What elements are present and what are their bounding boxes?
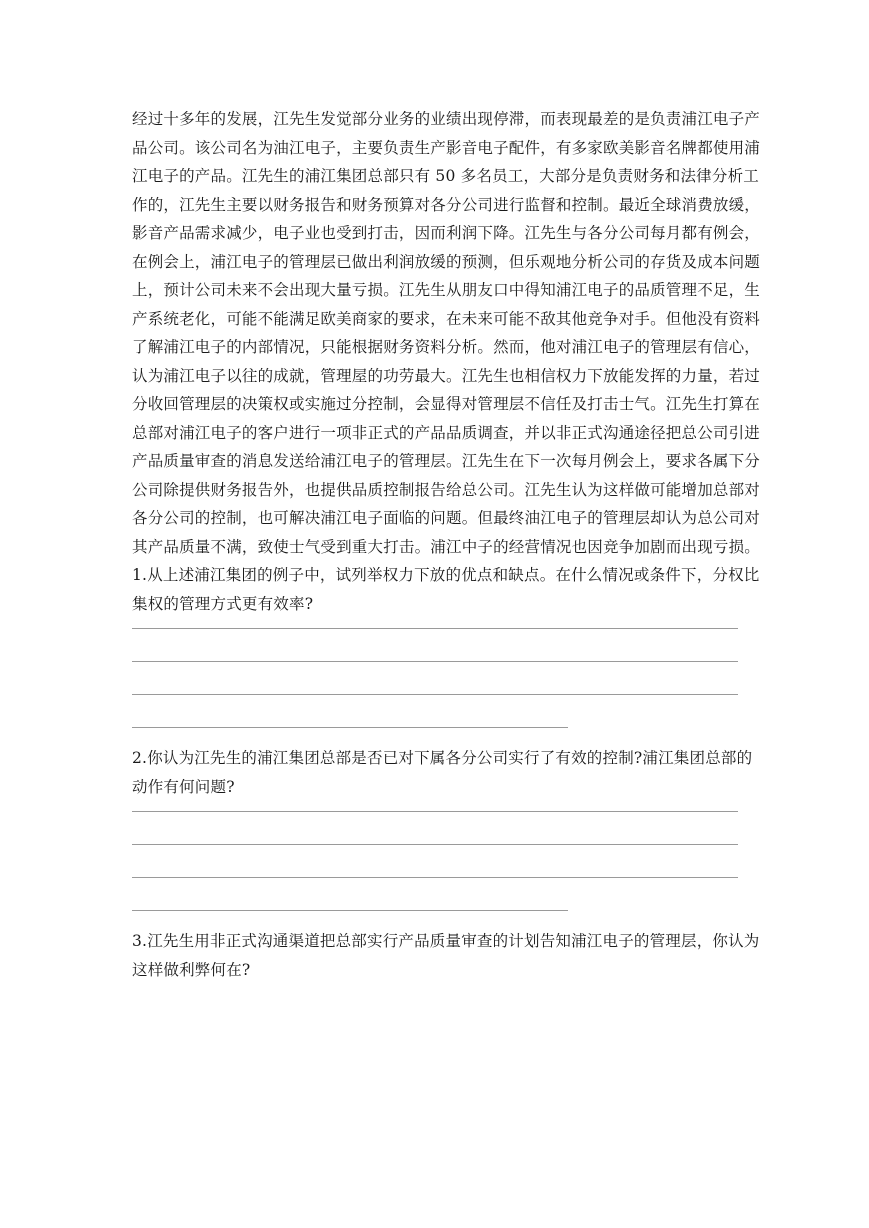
passage-line: 公司除提供财务报告外，也提供品质控制报告给总公司。江先生认为这样做可能增加总部对: [132, 480, 761, 499]
passage-line: 分收回管理层的决策权或实施过分控制，会显得对管理层不信任及打击士气。江先生打算在: [132, 395, 761, 413]
passage-line: 总部对浦江电子的客户进行一项非正式的产品品质调查，并以非正式沟通途径把总公司引进: [132, 423, 761, 442]
passage-line: 认为浦江电子以往的成就，管理屋的功劳最大。江先生也相信权力下放能发挥的力量，若过: [132, 366, 761, 385]
passage-line: 产品质量审查的消息发送给浦江电子的管理层。江先生在下一次每月例会上，要求各属下分: [132, 452, 761, 470]
answer-line: [132, 661, 738, 662]
question-1: [132, 561, 760, 618]
answer-line: [132, 628, 738, 629]
passage-line: 品公司。该公司名为油江电子，主要负责生产影音电子配件，有多家欧美影音名牌都使用浦: [132, 138, 761, 157]
passage-line: 在例会上，浦江电子的管理层已做出利润放缓的预测，但乐观地分析公司的存货及成本问题: [132, 252, 761, 271]
document-page: [132, 105, 761, 984]
passage-line: 各分公司的控制，也可解决浦江电子面临的问题。但最终油江电子的管理层却认为总公司对: [132, 509, 761, 527]
passage-line: 影音产品需求减少，电子业也受到打击，因而利润下降。江先生与各分公司每月都有例会，: [132, 224, 761, 242]
answer-line: [132, 694, 738, 695]
answer-line: [132, 877, 738, 878]
question-1-line: 集权的管理方式更有效率?: [132, 594, 314, 613]
question-3-line: 这样做利弊何在?: [132, 960, 251, 979]
passage-line: 其产品质量不满，致使士气受到重大打击。浦江中子的经营情况也因竞争加剧而出现亏损。: [132, 537, 761, 556]
answer-area-1[interactable]: [132, 628, 738, 728]
passage-line: 作的，江先生主要以财务报告和财务预算对各分公司进行监督和控制。最近全球消费放缓，: [132, 195, 761, 214]
passage-line: 经过十多年的发展，江先生发觉部分业务的业绩出现停滞，而表现最差的是负责浦江电子产: [132, 110, 761, 128]
passage-line: 了解浦江电子的内部情况，只能根据财务资料分析。然而，他对浦江电子的管理层有信心，: [132, 338, 761, 356]
passage-line: 上，预计公司未来不会出现大量亏损。江先生从朋友口中得知浦江电子的品质管理不足，生: [132, 281, 761, 299]
question-2: [132, 744, 753, 801]
answer-line: [132, 910, 568, 911]
question-1-line: 1.从上述浦江集团的例子中，试列举权力下放的优点和缺点。在什么情况或条件下，分权比: [132, 566, 760, 584]
question-2-line: 2.你认为江先生的浦江集团总部是否已对下属各分公司实行了有效的控制?浦江集团总部的: [132, 749, 753, 767]
question-2-line: 动作有何问题?: [132, 777, 235, 796]
passage-line: 江电子的产品。江先生的浦江集团总部只有 50 多名员工，大部分是负责财务和法律分析工: [132, 167, 759, 185]
answer-line: [132, 727, 568, 728]
case-passage: [132, 105, 761, 561]
answer-area-2[interactable]: [132, 811, 738, 911]
question-3-line: 3.江先生用非正式沟通渠道把总部实行产品质量审查的计划告知浦江电子的管理层，你认为: [132, 932, 760, 950]
question-3: [132, 927, 760, 984]
passage-line: 产系统老化，可能不能满足欧美商家的要求，在未来可能不敌其他竞争对手。但他没有资料: [132, 309, 761, 328]
answer-line: [132, 844, 738, 845]
answer-line: [132, 811, 738, 812]
